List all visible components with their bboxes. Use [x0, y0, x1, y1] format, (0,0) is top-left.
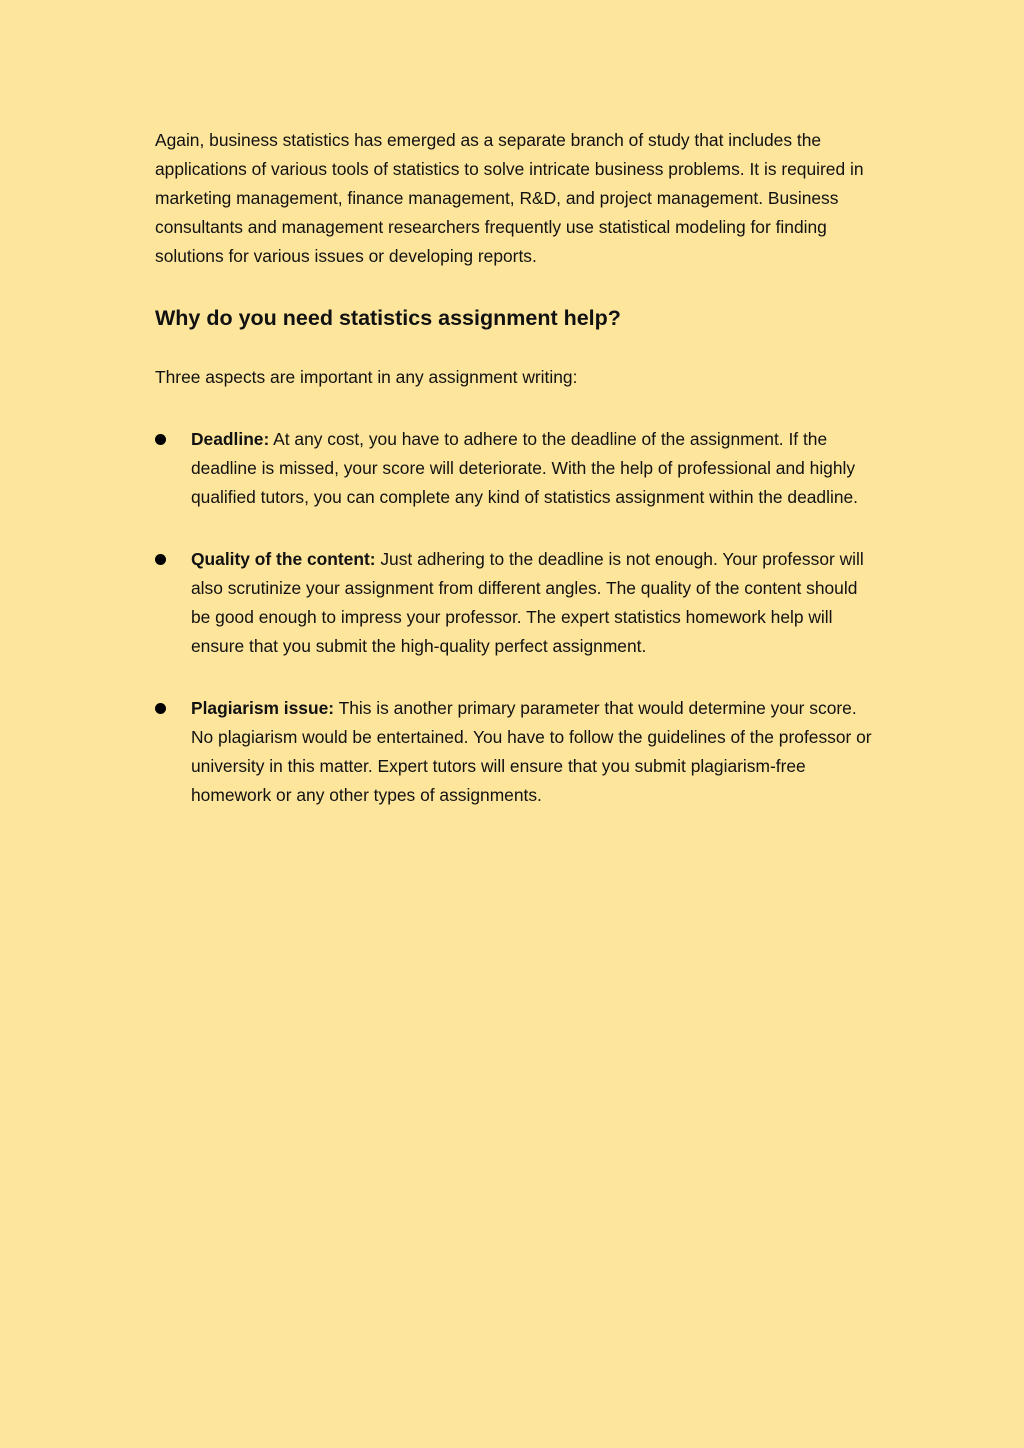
- section-heading: Why do you need statistics assignment help?: [155, 306, 621, 330]
- list-item-deadline: [155, 425, 874, 512]
- bullet-dot-icon: [155, 434, 166, 445]
- list-item-plagiarism: [155, 694, 874, 810]
- aspects-list: [155, 425, 874, 810]
- intro-paragraph: Again, business statistics has emerged as a separate branch of study that includes the applications of various tools of statistics to solve intricate business problems. It is required in marketing management, finance management, R&D, and project management. Business consultants and management researchers frequently use statistical modeling for finding solutions for various issues or developing reports.: [155, 130, 864, 266]
- bullet-term: Deadline:: [191, 429, 270, 449]
- list-item-quality: [155, 545, 874, 661]
- bullet-term: Plagiarism issue:: [191, 698, 335, 718]
- bullet-text: At any cost, you have to adhere to the deadline of the assignment. If the deadline is missed, your score will deteriorate. With the help of professional and highly qualified tutors, you can complete any kind of statistics assignment within the deadline.: [191, 429, 859, 507]
- bullet-text: Just adhering to the deadline is not enough. Your professor will also scrutinize your assignment from different angles. The quality of the content should be good enough to impress your professor. The expert statistics homework help will ensure that you submit the high-quality perfect assignment.: [191, 549, 864, 656]
- bullet-term: Quality of the content:: [191, 549, 376, 569]
- bullet-dot-icon: [155, 703, 166, 714]
- lead-paragraph: Three aspects are important in any assignment writing:: [155, 367, 578, 387]
- bullet-dot-icon: [155, 554, 166, 565]
- bullet-text: This is another primary parameter that would determine your score. No plagiarism would be entertained. You have to follow the guidelines of the professor or university in this matter. Expert tutors will ensure that you submit plagiarism-free homework or any other types of assignments.: [191, 698, 872, 805]
